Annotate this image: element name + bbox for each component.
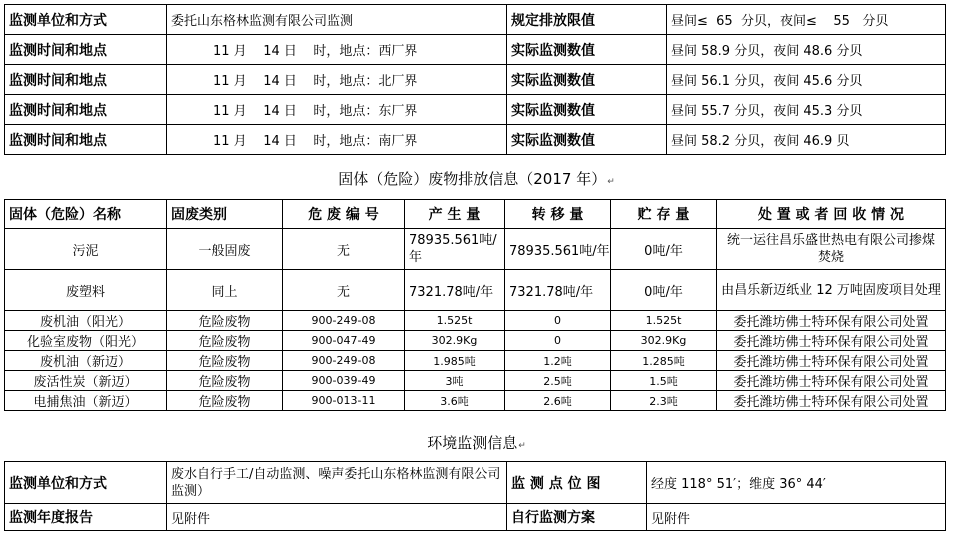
label-cell: 监测时间和地点: [5, 95, 167, 125]
value-cell: 昼间 58.2 分贝，夜间 46.9 贝: [667, 125, 946, 155]
value-cell: 昼间≤ 65 分贝，夜间≤ 55 分贝: [667, 5, 946, 35]
cell: 危险废物: [167, 371, 283, 391]
label-cell: 监测单位和方式: [5, 462, 167, 504]
value-cell: 昼间 55.7 分贝，夜间 45.3 分贝: [667, 95, 946, 125]
cell: 1.5吨: [611, 371, 717, 391]
cell: 委托潍坊佛士特环保有限公司处置: [717, 351, 946, 371]
table-row: [5, 331, 946, 351]
cell: 危险废物: [167, 331, 283, 351]
column-header: 固体（危险）名称: [5, 200, 167, 229]
cell: 委托潍坊佛士特环保有限公司处置: [717, 371, 946, 391]
cell: 302.9Kg: [611, 331, 717, 351]
column-header: 危 废 编 号: [283, 200, 405, 229]
column-header: 贮 存 量: [611, 200, 717, 229]
cell: 由昌乐新迈纸业 12 万吨固废项目处理: [717, 270, 946, 311]
cell: 1.985吨: [405, 351, 505, 371]
value-cell: 见附件: [647, 504, 946, 531]
cell: 废活性炭（新迈）: [5, 371, 167, 391]
cell: 废机油（阳光）: [5, 311, 167, 331]
table-row: [5, 371, 946, 391]
cell: 统一运往昌乐盛世热电有限公司掺煤焚烧: [717, 229, 946, 270]
cell: 2.6吨: [505, 391, 611, 411]
cell: 1.525t: [405, 311, 505, 331]
cell: 无: [283, 270, 405, 311]
cell: 7321.78吨/年: [405, 270, 505, 311]
cell: 危险废物: [167, 351, 283, 371]
env-monitor-table: [4, 461, 946, 531]
value-cell: 昼间 56.1 分贝，夜间 45.6 分贝: [667, 65, 946, 95]
table-row: [5, 125, 946, 155]
cell: 危险废物: [167, 391, 283, 411]
waste-section-title: 固体（危险）废物排放信息（2017 年）↵: [338, 170, 615, 188]
cell: 7321.78吨/年: [505, 270, 611, 311]
cell: 2.3吨: [611, 391, 717, 411]
cell: 302.9Kg: [405, 331, 505, 351]
cell: 0: [505, 331, 611, 351]
cell: 一般固废: [167, 229, 283, 270]
label-cell: 实际监测数值: [507, 65, 667, 95]
label-cell: 监测单位和方式: [5, 5, 167, 35]
table-row: [5, 5, 946, 35]
value-cell: 委托山东格林监测有限公司监测: [167, 5, 507, 35]
table-row: [5, 504, 946, 531]
cell: 化验室废物（阳光）: [5, 331, 167, 351]
cell: 委托潍坊佛士特环保有限公司处置: [717, 331, 946, 351]
cell: 委托潍坊佛士特环保有限公司处置: [717, 311, 946, 331]
cell: 电捕焦油（新迈）: [5, 391, 167, 411]
cell: 900-047-49: [283, 331, 405, 351]
label-cell: 监测时间和地点: [5, 65, 167, 95]
table-row: [5, 462, 946, 504]
noise-monitor-table: [4, 4, 946, 155]
label-cell: 实际监测数值: [507, 95, 667, 125]
cell: 3.6吨: [405, 391, 505, 411]
column-header: 处 置 或 者 回 收 情 况: [717, 200, 946, 229]
table-header-row: [5, 200, 946, 229]
label-cell: 实际监测数值: [507, 125, 667, 155]
column-header: 固废类别: [167, 200, 283, 229]
label-cell: 规定排放限值: [507, 5, 667, 35]
cell: 900-249-08: [283, 311, 405, 331]
cell: 0吨/年: [611, 270, 717, 311]
cell: 900-013-11: [283, 391, 405, 411]
value-cell: 昼间 58.9 分贝，夜间 48.6 分贝: [667, 35, 946, 65]
table-row: [5, 351, 946, 371]
table-row: [5, 391, 946, 411]
cell: 3吨: [405, 371, 505, 391]
value-cell: 经度 118° 51′；维度 36° 44′: [647, 462, 946, 504]
cell: 委托潍坊佛士特环保有限公司处置: [717, 391, 946, 411]
cell: 同上: [167, 270, 283, 311]
value-cell: 见附件: [167, 504, 507, 531]
column-header: 产 生 量: [405, 200, 505, 229]
table-row: [5, 270, 946, 311]
cell: 危险废物: [167, 311, 283, 331]
value-cell: 废水自行手工/自动监测、噪声委托山东格林监测有限公司监测）: [167, 462, 507, 504]
column-header: 转 移 量: [505, 200, 611, 229]
cell: 无: [283, 229, 405, 270]
label-cell: 实际监测数值: [507, 35, 667, 65]
cell: 1.285吨: [611, 351, 717, 371]
cell: 废机油（新迈）: [5, 351, 167, 371]
cell: 78935.561吨/年: [405, 229, 505, 270]
value-cell: 11 月 14 日 时，地点：北厂界: [167, 65, 507, 95]
value-cell: 11 月 14 日 时，地点：东厂界: [167, 95, 507, 125]
table-row: [5, 95, 946, 125]
cell: 2.5吨: [505, 371, 611, 391]
cell: 污泥: [5, 229, 167, 270]
solid-waste-table: [4, 199, 946, 411]
table-row: [5, 229, 946, 270]
cell: 1.525t: [611, 311, 717, 331]
label-cell: 自行监测方案: [507, 504, 647, 531]
label-cell: 监测时间和地点: [5, 125, 167, 155]
label-cell: 监测年度报告: [5, 504, 167, 531]
table-row: [5, 311, 946, 331]
cell: 900-249-08: [283, 351, 405, 371]
cell: 1.2吨: [505, 351, 611, 371]
label-cell: 监测时间和地点: [5, 35, 167, 65]
cell: 0: [505, 311, 611, 331]
value-cell: 11 月 14 日 时，地点：西厂界: [167, 35, 507, 65]
table-row: [5, 35, 946, 65]
cell: 废塑料: [5, 270, 167, 311]
label-cell: 监 测 点 位 图: [507, 462, 647, 504]
env-section-title: 环境监测信息↵: [427, 434, 526, 452]
cell: 0吨/年: [611, 229, 717, 270]
cell: 78935.561吨/年: [505, 229, 611, 270]
cell: 900-039-49: [283, 371, 405, 391]
table-row: [5, 65, 946, 95]
value-cell: 11 月 14 日 时，地点：南厂界: [167, 125, 507, 155]
